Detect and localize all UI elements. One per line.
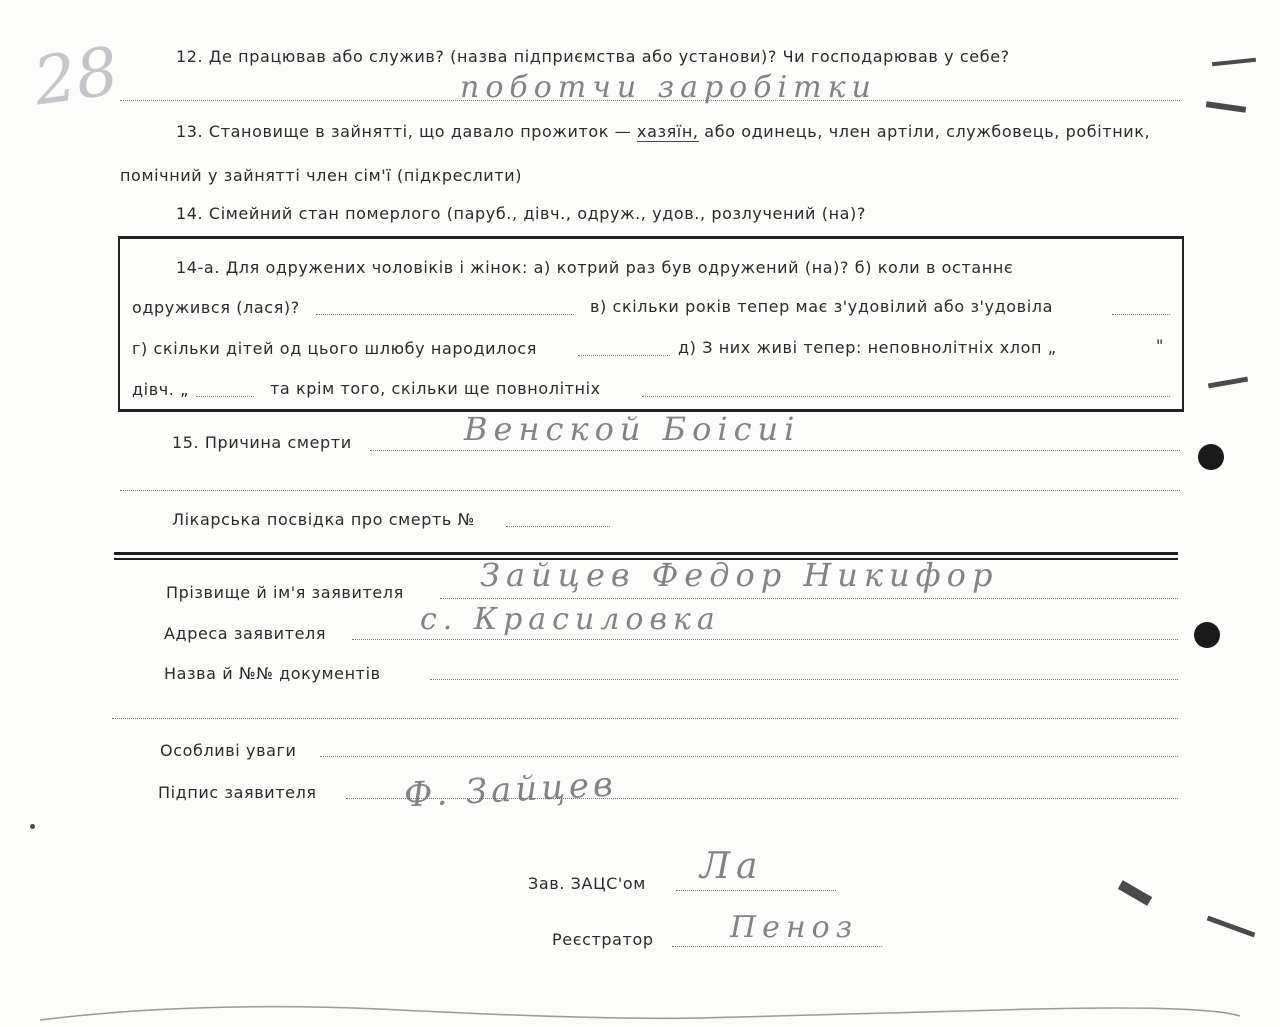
q13-prefix: 13. Становище в зайнятті, що давало прожиток —: [176, 122, 632, 141]
applicant-docs-line-2: [112, 718, 1178, 719]
head-signature: Ла: [700, 846, 764, 887]
applicant-signature-value: Ф. Зайцев: [403, 764, 618, 816]
q15-second-line: [120, 490, 1180, 491]
q14a-when-line: [316, 314, 574, 315]
q14-label: 14. Сімейний стан померлого (паруб., дівч., одруж., удов., розлучений (на)?: [176, 204, 866, 223]
applicant-name-value: Зайцев Федор Никифор: [480, 556, 999, 594]
edge-wear-mark: [1206, 101, 1246, 113]
q15-answer-line: [370, 450, 1180, 451]
q12-label: 12. Де працював або служив? (назва підприємства або установи)? Чи господарював у себе?: [176, 47, 1010, 66]
q14a-adults-line: [642, 396, 1170, 397]
q14a-line3a: г) скільки дітей од цього шлюбу народилося: [132, 339, 537, 358]
q14a-line2a: одружився (лася)?: [132, 298, 300, 317]
q14a-line2b: в) скільки років тепер має з'удовілий або з'удовіла: [590, 297, 1053, 316]
applicant-name-label: Прізвище й ім'я заявителя: [166, 583, 404, 602]
applicant-name-line: [440, 598, 1178, 599]
head-label: Зав. ЗАЦС'ом: [528, 874, 646, 893]
applicant-docs-line: [430, 679, 1178, 680]
med-cert-number-line: [506, 526, 610, 527]
registrar-signature: Пеноз: [730, 910, 859, 945]
q14a-line3c: ": [1156, 336, 1164, 355]
registrar-label: Реєстратор: [552, 930, 654, 949]
edge-wear-mark: [1207, 916, 1256, 938]
binding-hole-1: [1198, 444, 1224, 470]
q14a-line3b: д) З них живі тепер: неповнолітніх хлоп „: [678, 338, 1057, 357]
applicant-signature-label: Підпис заявителя: [158, 783, 317, 802]
q14a-line1: 14-а. Для одружених чоловіків і жінок: а) котрий раз був одружений (на)? б) коли в останнє: [176, 258, 1014, 277]
q15-label: 15. Причина смерти: [172, 433, 352, 452]
edge-wear-mark: [1118, 880, 1152, 906]
registrar-sign-line: [672, 946, 882, 947]
q12-answer: поботчи заробітки: [460, 70, 877, 105]
q13-underlined-option: хазяїн,: [637, 122, 699, 141]
head-sign-line: [676, 890, 836, 891]
applicant-address-label: Адреса заявителя: [164, 624, 327, 643]
section-divider-top: [114, 552, 1178, 555]
margin-record-number: 28: [29, 32, 123, 121]
q14a-line4a: дівч. „: [132, 380, 190, 399]
q15-answer: Венской Боісиі: [464, 410, 801, 448]
applicant-docs-label: Назва й №№ документів: [164, 664, 381, 683]
applicant-notes-line: [320, 756, 1178, 757]
applicant-notes-label: Особливі уваги: [160, 741, 297, 760]
q14a-years-line: [1112, 314, 1170, 315]
med-cert-label: Лікарська посвідка про смерть №: [172, 510, 475, 529]
q14a-girls-line: [196, 396, 254, 397]
edge-wear-mark: [1212, 58, 1256, 67]
applicant-address-line: [352, 639, 1178, 640]
torn-bottom-edge: [0, 960, 1280, 1027]
applicant-address-value: с. Красиловка: [420, 602, 721, 637]
paper-speck: [30, 824, 35, 829]
edge-wear-mark: [1208, 377, 1248, 389]
q13-line2: помічний у зайнятті член сім'ї (підкреслити): [120, 166, 523, 185]
q14a-line4b: та крім того, скільки ще повнолітніх: [270, 379, 601, 398]
q13-suffix: або одинець, член артіли, службовець, робітник,: [704, 122, 1151, 141]
q13-line1: [176, 122, 1150, 142]
q14a-children-line: [578, 355, 670, 356]
binding-hole-2: [1194, 622, 1220, 648]
